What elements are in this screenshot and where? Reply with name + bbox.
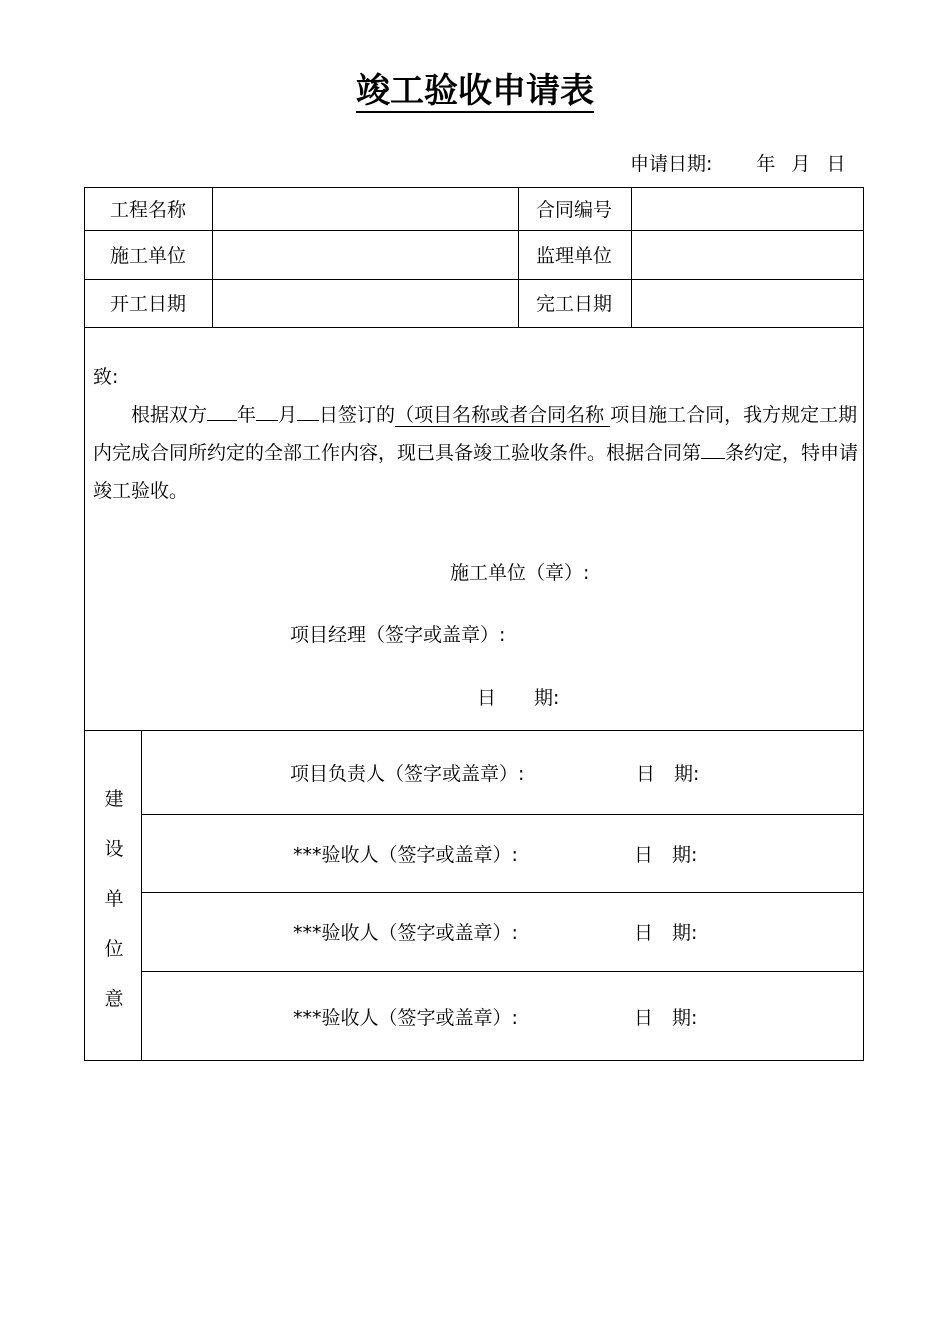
col-divider	[518, 187, 519, 327]
day-blank[interactable]	[297, 398, 319, 421]
col-divider	[631, 187, 632, 327]
letter-date-label: 日 期:	[477, 687, 560, 709]
inspector-sign-label: ***验收人（签字或盖章）:	[293, 922, 518, 944]
apply-date-year: 年	[756, 153, 776, 175]
apply-date-day: 日	[826, 153, 846, 175]
inspector-date-label: 日 期:	[634, 922, 698, 944]
supervisor-label: 监理单位	[536, 245, 613, 267]
owner-label-char: 意	[104, 988, 124, 1010]
finish-date-label: 完工日期	[536, 293, 613, 315]
project-name-label: 工程名称	[110, 199, 187, 221]
letter-body	[93, 358, 859, 510]
year-blank[interactable]	[207, 398, 237, 421]
row-divider	[141, 892, 864, 893]
owner-label-char: 单	[104, 888, 124, 910]
row-divider	[141, 971, 864, 972]
month-blank[interactable]	[256, 398, 278, 421]
letter-text: 项目施工合同，我方规定工期内完成合同所约定的全部工作内容，现已具备竣工验收条件。根据合同第	[93, 404, 858, 464]
letter-text: 条约定，特申请竣工验收。	[93, 442, 859, 502]
inspector-sign-label: ***验收人（签字或盖章）:	[293, 844, 518, 866]
section-divider	[84, 730, 864, 731]
row-divider	[84, 279, 864, 280]
letter-to: 致:	[93, 366, 119, 388]
apply-date	[630, 150, 845, 178]
owner-lead-date-label: 日 期:	[636, 763, 700, 785]
row-divider	[84, 230, 864, 231]
contractor-seal-label: 施工单位（章）:	[450, 562, 590, 584]
clause-blank[interactable]	[701, 436, 725, 459]
letter-text: 日签订的	[319, 404, 396, 426]
letter-text: 根据双方	[131, 404, 208, 426]
project-name-blank[interactable]: （项目名称或者合同名称	[395, 404, 605, 426]
col-divider	[212, 187, 213, 327]
owner-label-char: 设	[104, 838, 124, 860]
letter-text: 年	[237, 404, 257, 426]
owner-label-char: 位	[104, 938, 124, 960]
inspector-date-label: 日 期:	[634, 844, 698, 866]
apply-date-label: 申请日期:	[630, 153, 713, 175]
row-divider	[141, 814, 864, 815]
start-date-label: 开工日期	[110, 293, 187, 315]
project-manager-sign-label: 项目经理（签字或盖章）:	[290, 624, 506, 646]
inspector-date-label: 日 期:	[634, 1007, 698, 1029]
owner-label-char: 建	[104, 788, 124, 810]
owner-lead-sign-label: 项目负责人（签字或盖章）:	[290, 763, 525, 785]
letter-paragraph	[93, 396, 859, 510]
inspector-sign-label: ***验收人（签字或盖章）:	[293, 1007, 518, 1029]
contractor-label: 施工单位	[110, 245, 187, 267]
apply-date-month: 月	[791, 153, 811, 175]
page-title-text: 竣工验收申请表	[356, 71, 594, 111]
contract-no-label: 合同编号	[536, 199, 613, 221]
letter-text: 月	[278, 404, 298, 426]
page-title	[0, 68, 950, 114]
row-divider	[84, 327, 864, 328]
